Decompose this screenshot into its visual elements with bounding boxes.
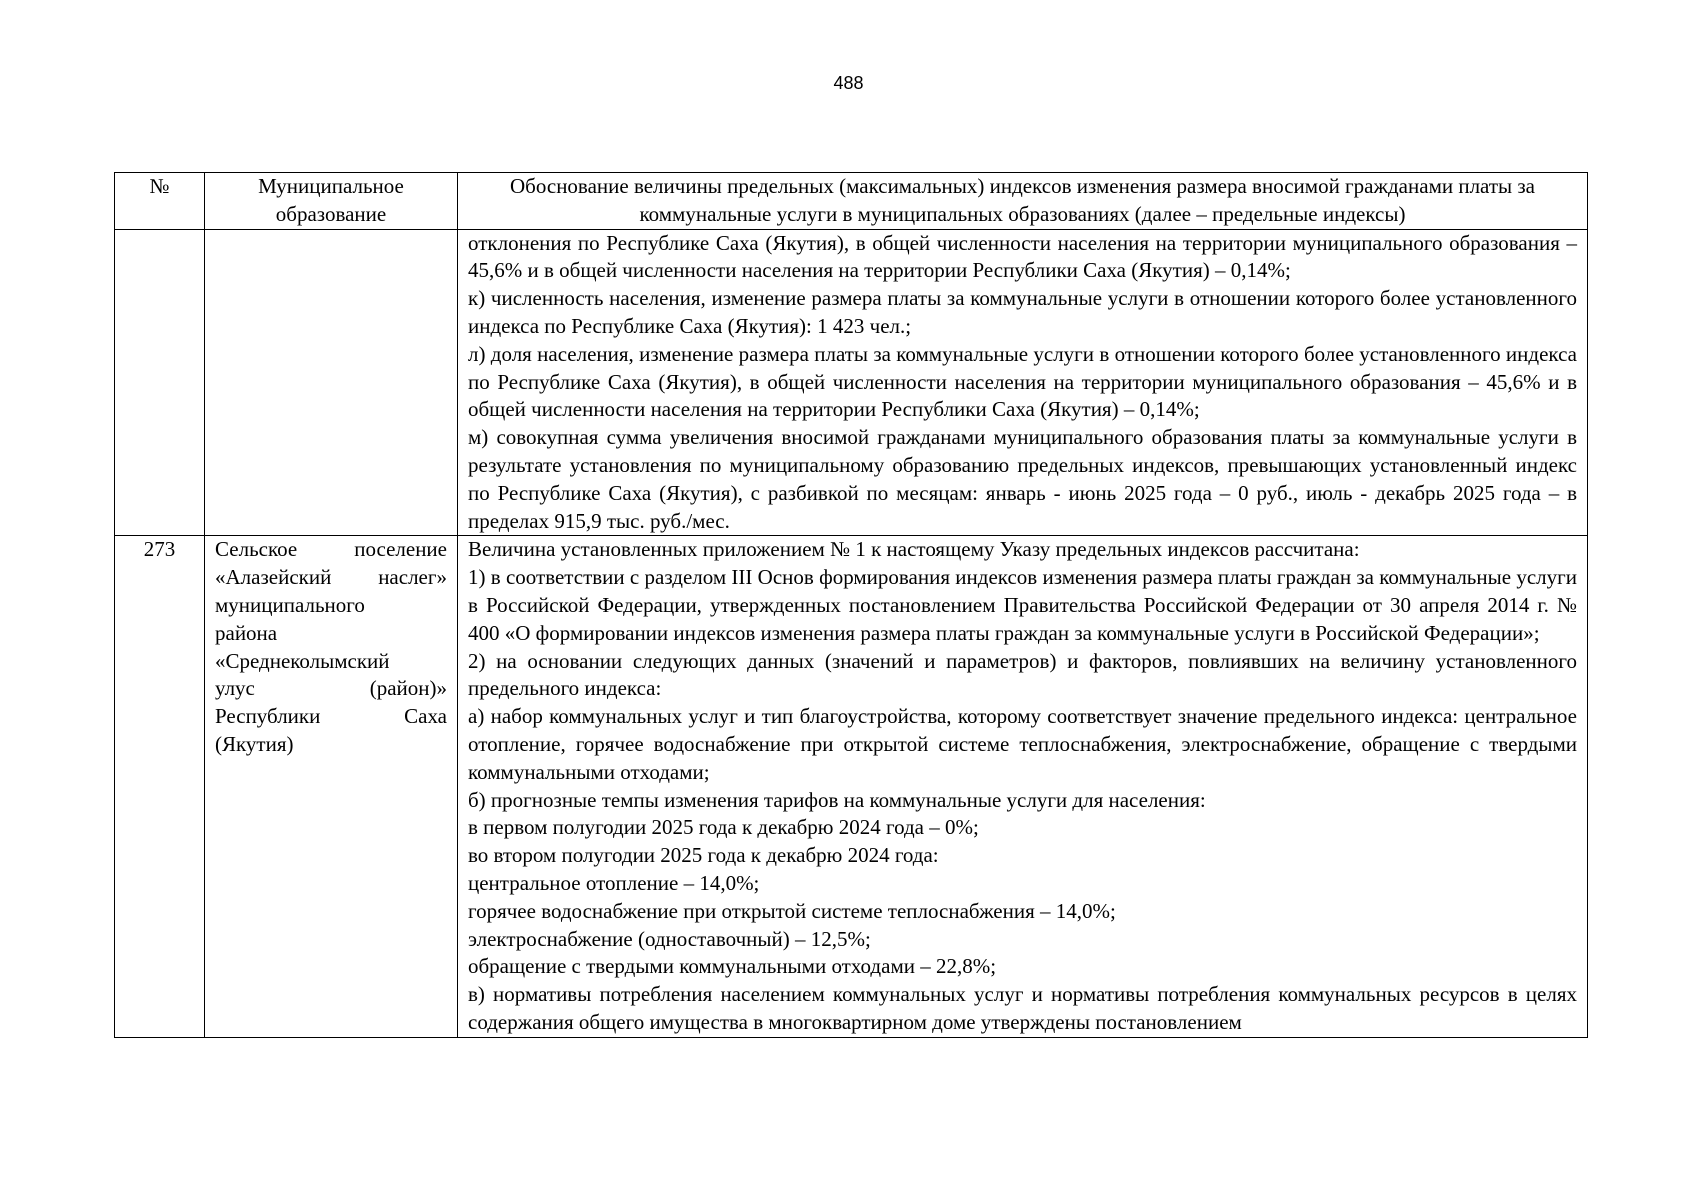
row-justification: [458, 229, 1588, 536]
header-justification: Обоснование величины предельных (максимальных) индексов изменения размера вносимой гражданами платы за коммунальные услуги в муниципальных образованиях (далее – предельные индексы): [458, 173, 1588, 230]
paragraph: в) нормативы потребления населением коммунальных услуг и нормативы потребления коммунальных ресурсов в целях содержания общего имущества в многоквартирном доме утверждены постановлением: [468, 982, 1577, 1034]
municipality-line: Республики Саха: [215, 704, 447, 729]
paragraph: Величина установленных приложением № 1 к настоящему Указу предельных индексов рассчитана:: [468, 537, 1360, 562]
table-header-row: [115, 173, 1588, 230]
row-municipality: [205, 536, 458, 1037]
paragraph: электроснабжение (одноставочный) – 12,5%;: [468, 926, 871, 951]
municipality-line: Сельское поселение: [215, 537, 447, 562]
page-number: 488: [833, 73, 864, 93]
municipality-line: района: [215, 620, 278, 645]
row-number: [115, 229, 205, 536]
paragraph: б) прогнозные темпы изменения тарифов на коммунальные услуги для населения:: [468, 787, 1206, 812]
paragraph: л) доля населения, изменение размера платы за коммунальные услуги в отношении которого более установленного индекса по Республике Саха (Якутия), в общей численности населения на территории муниципального образования – 45,6% и в общей численности населения на территории Республики Саха (Якутия) – 0,14%;: [468, 341, 1577, 422]
municipality-line: «Среднеколымский: [215, 648, 390, 673]
row-justification: [458, 536, 1588, 1037]
paragraph: центральное отопление – 14,0%;: [468, 870, 760, 895]
municipality-line: улус (район)»: [215, 676, 447, 701]
paragraph: 2) на основании следующих данных (значений и параметров) и факторов, повлиявших на величину установленного предельного индекса:: [468, 648, 1577, 701]
justification-table: [114, 172, 1588, 1038]
row-municipality: [205, 229, 458, 536]
header-municipality: Муниципальное образование: [205, 173, 458, 230]
paragraph: а) набор коммунальных услуг и тип благоустройства, которому соответствует значение предельного индекса: центральное отопление, горячее водоснабжение при открытой системе теплоснабжения, электроснабжение, обращение с твердыми коммунальными отходами;: [468, 704, 1577, 784]
table-body: [115, 229, 1588, 1037]
paragraph: в первом полугодии 2025 года к декабрю 2024 года – 0%;: [468, 815, 979, 840]
table-row: [115, 229, 1588, 536]
paragraph: во втором полугодии 2025 года к декабрю 2024 года:: [468, 843, 939, 868]
row-number: 273: [115, 536, 205, 1037]
header-number: №: [115, 173, 205, 230]
paragraph: отклонения по Республике Саха (Якутия), в общей численности населения на территории муниципального образования – 45,6% и в общей численности населения на территории Республики Саха (Якутия) – 0,14%;: [468, 230, 1577, 283]
municipality-line: «Алазейский наслег»: [215, 565, 447, 590]
paragraph: 1) в соответствии с разделом III Основ формирования индексов изменения размера платы граждан за коммунальные услуги в Российской Федерации, утвержденных постановлением Правительства Российской Федерации от 30 апреля 2014 г. № 400 «О формировании индексов изменения размера платы граждан за коммунальные услуги в Российской Федерации»;: [468, 565, 1577, 645]
paragraph: к) численность населения, изменение размера платы за коммунальные услуги в отношении которого более установленного индекса по Республике Саха (Якутия): 1 423 чел.;: [468, 286, 1577, 338]
paragraph: горячее водоснабжение при открытой системе теплоснабжения – 14,0%;: [468, 898, 1116, 923]
paragraph: м) совокупная сумма увеличения вносимой гражданами муниципального образования платы за коммунальные услуги в результате установления по муниципальному образованию предельных индексов, превышающих установленный индекс по Республике Саха (Якутия), с разбивкой по месяцам: январь - июнь 2025 года – 0 руб., июль - декабрь 2025 года – в пределах 915,9 тыс. руб./мес.: [468, 425, 1577, 533]
table-row: [115, 536, 1588, 1037]
paragraph: обращение с твердыми коммунальными отходами – 22,8%;: [468, 954, 997, 979]
municipality-line: муниципального: [215, 592, 365, 617]
municipality-line: (Якутия): [215, 731, 294, 756]
